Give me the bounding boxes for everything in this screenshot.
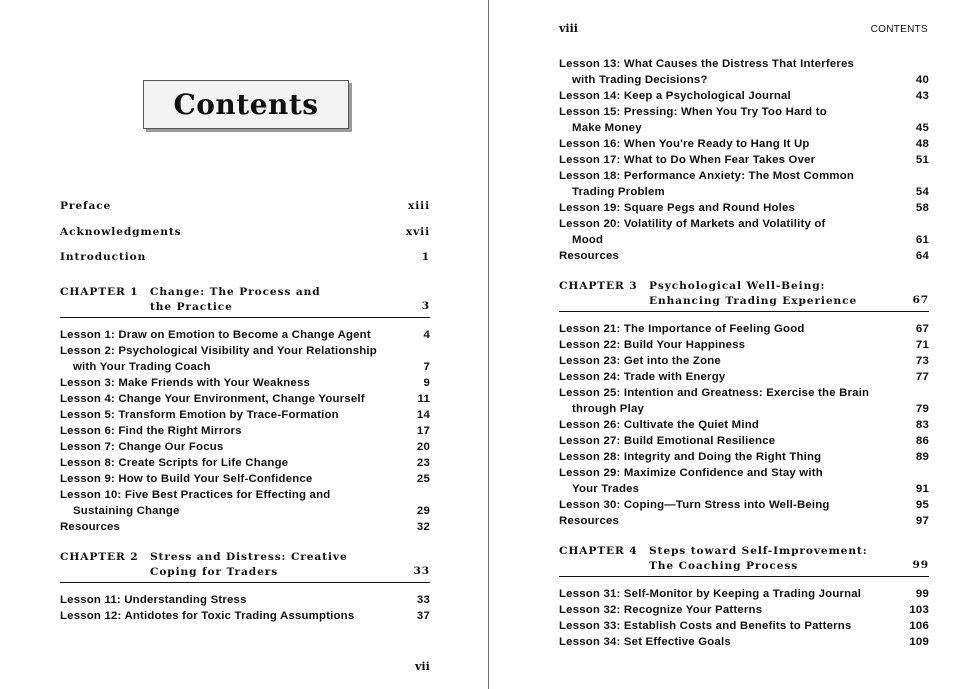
chapter-number: CHAPTER 2	[60, 551, 139, 563]
entry-page: 23	[416, 457, 430, 469]
running-head: CONTENTS	[870, 24, 928, 35]
toc-entry-introduction[interactable]	[60, 251, 430, 265]
chapter-title: Psychological Well-Being:	[649, 280, 826, 292]
entry-title: Lesson 6: Find the Right Mirrors	[60, 425, 242, 437]
right-page	[491, 0, 970, 689]
entry-title: Lesson 15: Pressing: When You Try Too Hard to	[559, 106, 827, 118]
entry-page: 79	[915, 403, 929, 415]
entry-title: Lesson 25: Intention and Greatness: Exercise the Brain	[559, 387, 870, 399]
toc-entry-lesson[interactable]	[60, 408, 430, 422]
entry-page: 95	[915, 499, 929, 511]
toc-entry-lesson[interactable]	[559, 57, 929, 86]
chapter-number: CHAPTER 4	[559, 545, 638, 557]
toc-entry-lesson[interactable]	[559, 370, 929, 384]
toc-entry-lesson[interactable]	[559, 338, 929, 352]
toc-entry-lesson[interactable]	[559, 498, 929, 512]
chapter-page: 67	[912, 294, 929, 306]
chapter-title-cont: Coping for Traders	[150, 566, 279, 578]
page-folio-right: viii	[559, 22, 578, 35]
entry-title-cont: with Trading Decisions?	[572, 74, 708, 86]
entry-title: Lesson 3: Make Friends with Your Weakness	[60, 377, 311, 389]
entry-page: 77	[915, 371, 929, 383]
entry-title: Lesson 19: Square Pegs and Round Holes	[559, 202, 796, 214]
entry-page: 14	[416, 409, 430, 421]
entry-title: Lesson 21: The Importance of Feeling Good	[559, 323, 805, 335]
entry-page: 67	[915, 323, 929, 335]
entry-page: 40	[915, 74, 929, 86]
entry-label: Acknowledgments	[60, 226, 182, 238]
entry-title-cont: Sustaining Change	[73, 505, 180, 517]
contents-title: Contents	[143, 80, 349, 129]
toc-entry-lesson[interactable]	[60, 424, 430, 438]
entry-page: 64	[915, 250, 929, 262]
entry-title: Lesson 17: What to Do When Fear Takes Over	[559, 154, 816, 166]
toc-entry-lesson[interactable]	[60, 440, 430, 454]
toc-entry-lesson[interactable]	[60, 392, 430, 406]
entry-label: Preface	[60, 200, 112, 212]
entry-page: 54	[915, 186, 929, 198]
toc-entry-lesson[interactable]	[60, 344, 430, 373]
toc-entry-lesson[interactable]	[559, 89, 929, 103]
entry-title-cont: through Play	[572, 403, 645, 415]
entry-page: 33	[416, 594, 430, 606]
toc-entry-lesson[interactable]	[559, 434, 929, 448]
entry-page: 51	[915, 154, 929, 166]
chapter-page: 33	[413, 565, 430, 577]
toc-entry-lesson[interactable]	[60, 488, 430, 517]
chapter-number: CHAPTER 1	[60, 286, 139, 298]
entry-title: Lesson 22: Build Your Happiness	[559, 339, 746, 351]
entry-title: Lesson 26: Cultivate the Quiet Mind	[559, 419, 760, 431]
entry-page: 58	[915, 202, 929, 214]
entry-page: 61	[915, 234, 929, 246]
entry-page: 45	[915, 122, 929, 134]
entry-page: 97	[915, 515, 929, 527]
entry-page: 1	[421, 251, 430, 263]
chapter-page: 99	[912, 559, 929, 571]
entry-title: Lesson 27: Build Emotional Resilience	[559, 435, 776, 447]
entry-page: 86	[915, 435, 929, 447]
entry-title: Lesson 11: Understanding Stress	[60, 594, 247, 606]
page-gutter	[488, 0, 489, 689]
entry-title: Lesson 29: Maximize Confidence and Stay with	[559, 467, 823, 479]
chapter-number: CHAPTER 3	[559, 280, 638, 292]
toc-entry-lesson[interactable]	[60, 456, 430, 470]
entry-page: 25	[416, 473, 430, 485]
entry-title: Lesson 24: Trade with Energy	[559, 371, 726, 383]
entry-title-cont: Trading Problem	[572, 186, 665, 198]
entry-title-cont: Make Money	[572, 122, 642, 134]
entry-page: 32	[416, 521, 430, 533]
entry-title: Lesson 16: When You're Ready to Hang It Up	[559, 138, 810, 150]
toc-entry-lesson[interactable]	[559, 418, 929, 432]
entry-title-cont: Mood	[572, 234, 604, 246]
entry-page: 83	[915, 419, 929, 431]
entry-title: Lesson 13: What Causes the Distress That Interferes	[559, 58, 855, 70]
entry-page: 91	[915, 483, 929, 495]
entry-title: Resources	[60, 521, 121, 533]
chapter-title: Change: The Process and	[150, 286, 321, 298]
toc-entry-lesson[interactable]	[60, 328, 430, 342]
entry-page: 7	[423, 361, 430, 373]
toc-entry-lesson[interactable]	[60, 376, 430, 390]
entry-page: xiii	[408, 200, 430, 212]
chapter-title-cont: the Practice	[150, 301, 233, 313]
toc-entry-lesson[interactable]	[559, 169, 929, 198]
toc-entry-lesson[interactable]	[559, 619, 929, 633]
entry-page: 43	[915, 90, 929, 102]
toc-entry-resources[interactable]	[559, 249, 929, 263]
entry-page: 29	[416, 505, 430, 517]
chapter-title: Steps toward Self-Improvement:	[649, 545, 868, 557]
toc-entry-lesson[interactable]	[559, 105, 929, 134]
chapter-title-cont: The Coaching Process	[649, 560, 799, 572]
entry-title: Lesson 4: Change Your Environment, Change Yourself	[60, 393, 365, 405]
page-folio-left: vii	[415, 660, 430, 673]
entry-page: 71	[915, 339, 929, 351]
chapter-rule	[559, 576, 929, 577]
toc-entry-lesson[interactable]	[559, 153, 929, 167]
entry-title: Lesson 31: Self-Monitor by Keeping a Trading Journal	[559, 588, 862, 600]
chapter-rule	[60, 317, 430, 318]
entry-title: Lesson 32: Recognize Your Patterns	[559, 604, 763, 616]
entry-page: 109	[909, 636, 929, 648]
entry-title: Lesson 28: Integrity and Doing the Right Thing	[559, 451, 822, 463]
entry-page: 48	[915, 138, 929, 150]
entry-title-cont: with Your Trading Coach	[73, 361, 211, 373]
entry-label: Introduction	[60, 251, 147, 263]
chapter-title-cont: Enhancing Trading Experience	[649, 295, 858, 307]
chapter-title: Stress and Distress: Creative	[150, 551, 348, 563]
entry-title: Resources	[559, 515, 620, 527]
toc-entry-resources[interactable]	[559, 514, 929, 528]
toc-entry-lesson[interactable]	[559, 137, 929, 151]
toc-entry-lesson[interactable]	[559, 587, 929, 601]
toc-entry-lesson[interactable]	[60, 472, 430, 486]
toc-entry-lesson[interactable]	[559, 603, 929, 617]
entry-title: Lesson 1: Draw on Emotion to Become a Change Agent	[60, 329, 371, 341]
toc-entry-resources[interactable]	[60, 520, 430, 534]
toc-entry-lesson[interactable]	[60, 593, 430, 607]
entry-title: Lesson 7: Change Our Focus	[60, 441, 224, 453]
toc-entry-lesson[interactable]	[559, 635, 929, 649]
entry-title: Lesson 18: Performance Anxiety: The Most Common	[559, 170, 855, 182]
toc-entry-lesson[interactable]	[559, 322, 929, 336]
entry-title: Lesson 5: Transform Emotion by Trace-Formation	[60, 409, 339, 421]
entry-page: 17	[416, 425, 430, 437]
chapter-rule	[559, 311, 929, 312]
entry-title: Resources	[559, 250, 620, 262]
entry-title: Lesson 10: Five Best Practices for Effecting and	[60, 489, 331, 501]
toc-entry-lesson[interactable]	[559, 354, 929, 368]
chapter-page: 3	[421, 300, 430, 312]
toc-entry-lesson[interactable]	[60, 609, 430, 623]
chapter-rule	[60, 582, 430, 583]
entry-page: 103	[909, 604, 929, 616]
toc-entry-preface[interactable]	[60, 200, 430, 214]
entry-title-cont: Your Trades	[572, 483, 640, 495]
entry-page: 4	[423, 329, 430, 341]
entry-title: Lesson 30: Coping—Turn Stress into Well-Being	[559, 499, 830, 511]
entry-page: 106	[909, 620, 929, 632]
entry-title: Lesson 9: How to Build Your Self-Confidence	[60, 473, 313, 485]
entry-title: Lesson 12: Antidotes for Toxic Trading Assumptions	[60, 610, 355, 622]
entry-page: 89	[915, 451, 929, 463]
entry-title: Lesson 34: Set Effective Goals	[559, 636, 731, 648]
toc-entry-lesson[interactable]	[559, 201, 929, 215]
entry-title: Lesson 20: Volatility of Markets and Volatility of	[559, 218, 826, 230]
toc-entry-lesson[interactable]	[559, 386, 929, 415]
entry-page: xvii	[405, 226, 430, 238]
entry-page: 37	[416, 610, 430, 622]
toc-entry-acknowledgments[interactable]	[60, 226, 430, 240]
entry-title: Lesson 8: Create Scripts for Life Change	[60, 457, 289, 469]
toc-entry-lesson[interactable]	[559, 450, 929, 464]
entry-title: Lesson 2: Psychological Visibility and Your Relationship	[60, 345, 377, 357]
entry-page: 11	[417, 393, 430, 405]
entry-page: 99	[915, 588, 929, 600]
entry-page: 73	[915, 355, 929, 367]
entry-title: Lesson 14: Keep a Psychological Journal	[559, 90, 791, 102]
entry-title: Lesson 33: Establish Costs and Benefits to Patterns	[559, 620, 852, 632]
entry-title: Lesson 23: Get into the Zone	[559, 355, 721, 367]
toc-entry-lesson[interactable]	[559, 466, 929, 495]
entry-page: 20	[416, 441, 430, 453]
toc-entry-lesson[interactable]	[559, 217, 929, 246]
entry-page: 9	[423, 377, 430, 389]
